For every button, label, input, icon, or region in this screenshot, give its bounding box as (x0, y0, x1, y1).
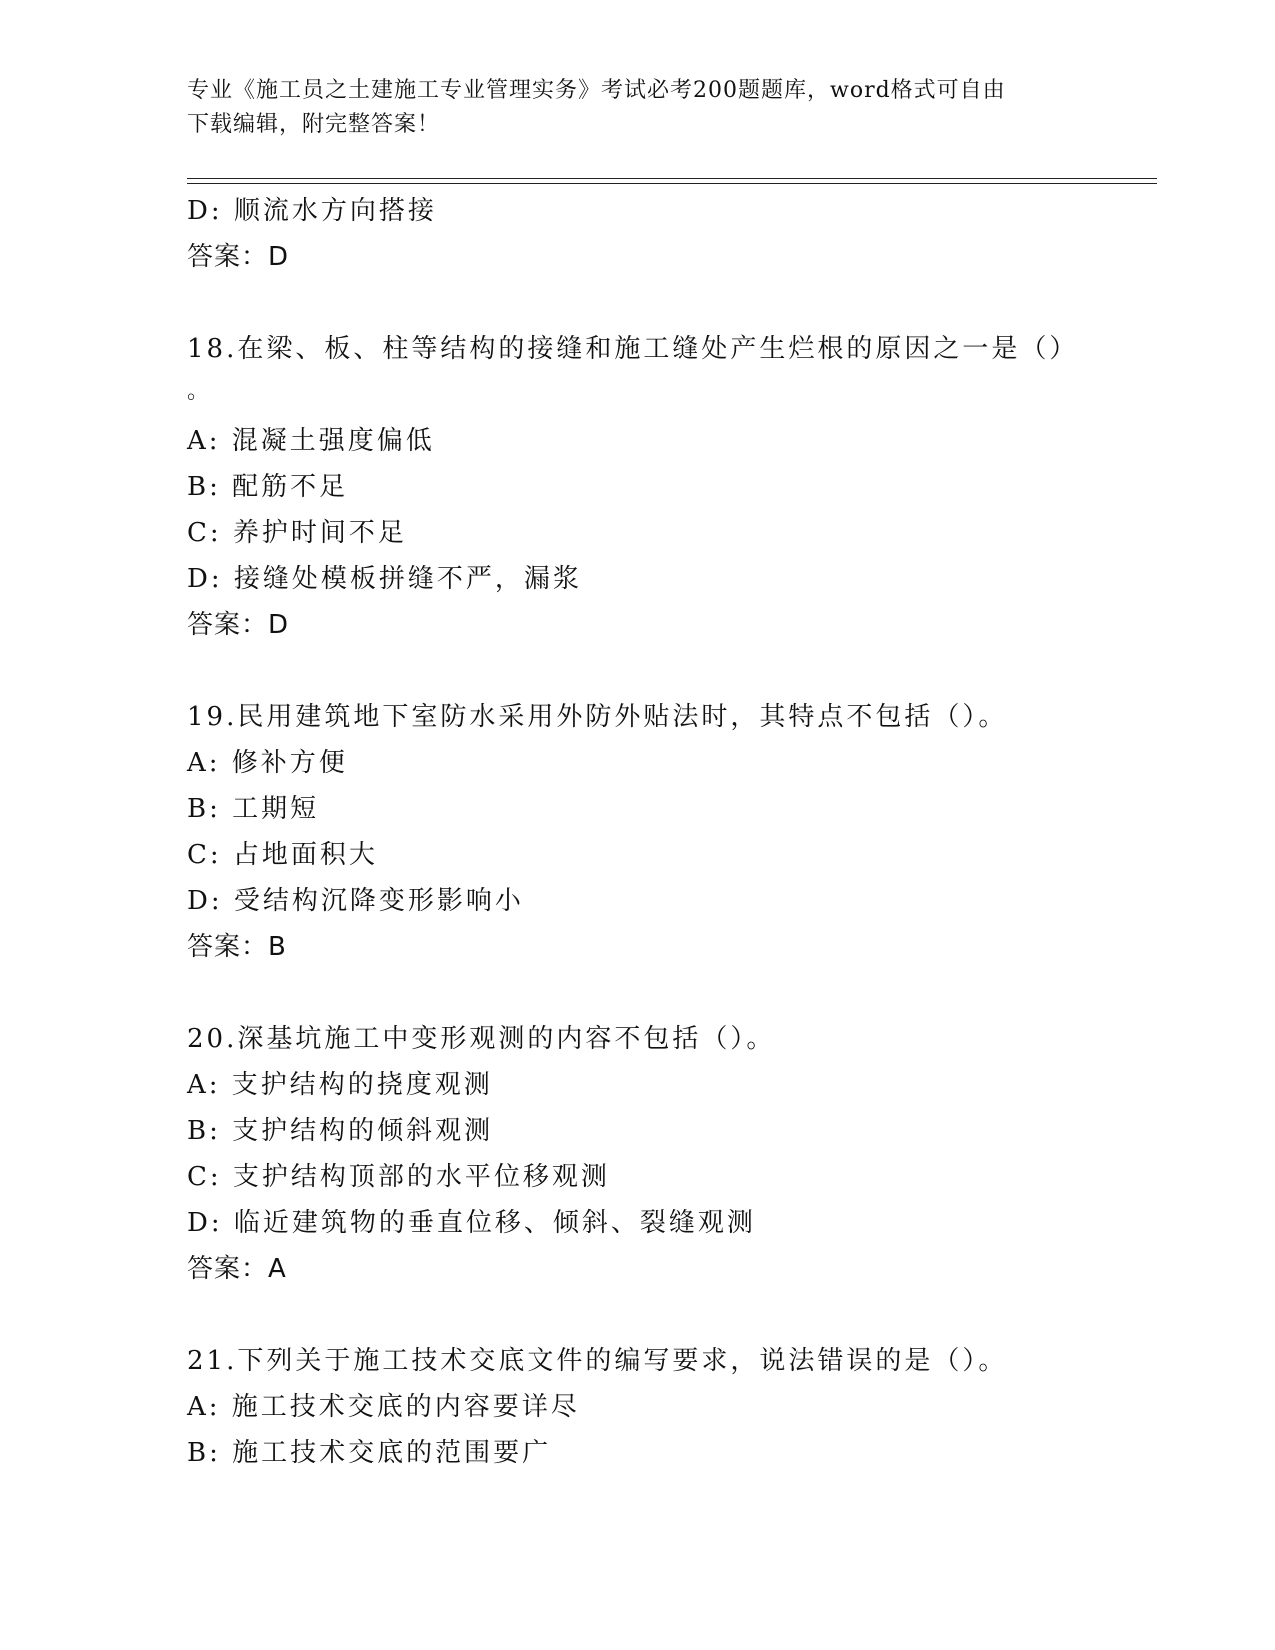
option-c: C: 占地面积大 (187, 840, 378, 870)
option-a: A: 修补方便 (187, 748, 348, 778)
document-header (187, 74, 1087, 142)
answer: 答案：D (187, 610, 290, 640)
option-b: B: 工期短 (187, 794, 320, 824)
question-stem: 21.下列关于施工技术交底文件的编写要求，说法错误的是（）。 (187, 1346, 1008, 1376)
header-rule-top (187, 178, 1157, 179)
answer: 答案：D (187, 242, 290, 272)
header-rule-bottom (187, 183, 1157, 184)
option-d: D: 受结构沉降变形影响小 (187, 886, 524, 916)
header-line-2: 下载编辑，附完整答案！ (187, 112, 441, 137)
option-c: C: 养护时间不足 (187, 518, 407, 548)
option-a: A: 施工技术交底的内容要详尽 (187, 1392, 580, 1422)
question-stem: 20.深基坑施工中变形观测的内容不包括（）。 (187, 1024, 776, 1054)
question-stem: 19.民用建筑地下室防水采用外防外贴法时，其特点不包括（）。 (187, 702, 1008, 732)
answer: 答案：B (187, 932, 287, 962)
option-d: D: 临近建筑物的垂直位移、倾斜、裂缝观测 (187, 1208, 756, 1238)
option-b: B: 支护结构的倾斜观测 (187, 1116, 494, 1146)
option-a: A: 支护结构的挠度观测 (187, 1070, 493, 1100)
option-b: B: 施工技术交底的范围要广 (187, 1438, 552, 1468)
question-list (187, 188, 1137, 1476)
spacer (187, 648, 1137, 694)
option-c: C: 支护结构顶部的水平位移观测 (187, 1162, 610, 1192)
option-b: B: 配筋不足 (187, 472, 349, 502)
option-a: A: 混凝土强度偏低 (187, 426, 435, 456)
question-stem-continuation: 。 (187, 379, 213, 404)
spacer (187, 1292, 1137, 1338)
header-line-1: 专业《施工员之土建施工专业管理实务》考试必考200题题库，word格式可自由 (187, 78, 1006, 103)
answer: 答案：A (187, 1254, 287, 1284)
spacer (187, 970, 1137, 1016)
option-d: D: 顺流水方向搭接 (187, 196, 437, 226)
question-stem: 18.在梁、板、柱等结构的接缝和施工缝处产生烂根的原因之一是（） (187, 334, 1079, 364)
option-d: D: 接缝处模板拼缝不严，漏浆 (187, 564, 582, 594)
spacer (187, 280, 1137, 326)
